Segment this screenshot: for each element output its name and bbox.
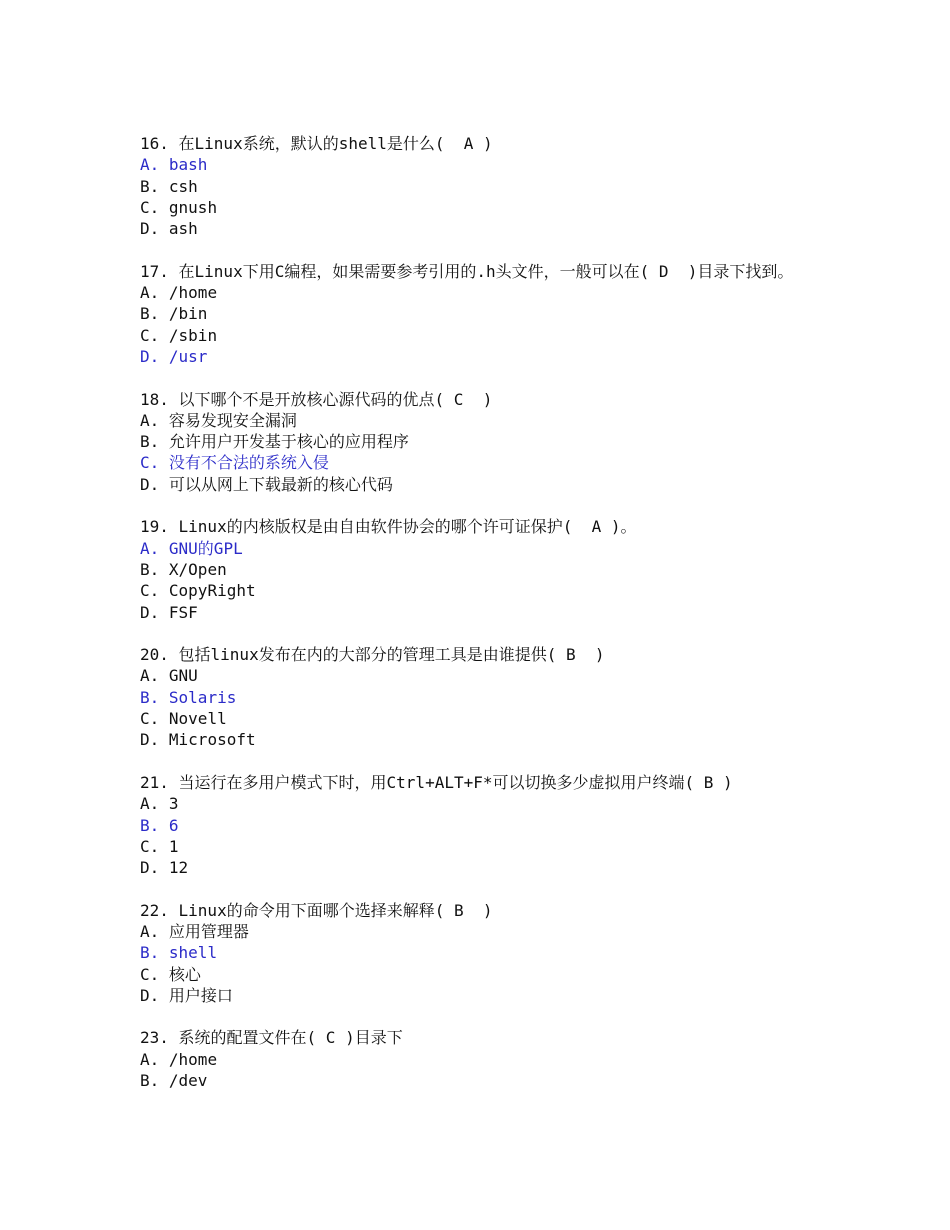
- option-b: [140, 303, 840, 324]
- option-c: [140, 580, 840, 601]
- question-stem: 22. Linux的命令用下面哪个选择来解释( B ): [140, 900, 493, 920]
- option-letter: A.: [140, 666, 160, 686]
- option-d: [140, 602, 840, 623]
- option-b: [140, 687, 840, 708]
- option-b: [140, 559, 840, 580]
- option-letter: D.: [140, 985, 160, 1005]
- option-letter: B.: [140, 176, 160, 196]
- option-letter: D.: [140, 858, 160, 878]
- option-text: /dev: [168, 1071, 208, 1091]
- question-16: [140, 133, 840, 239]
- option-letter: A.: [140, 283, 160, 303]
- question-22: [140, 900, 840, 1006]
- option-text: Novell: [168, 709, 227, 729]
- option-letter: C.: [140, 325, 160, 345]
- option-text: 12: [168, 858, 189, 878]
- option-a: [140, 282, 840, 303]
- option-d: [140, 857, 840, 878]
- option-c: [140, 836, 840, 857]
- option-text: 没有不合法的系统入侵: [168, 453, 329, 473]
- question-20: [140, 644, 840, 750]
- option-d: [140, 729, 840, 750]
- question-21: [140, 772, 840, 878]
- question-stem: 21. 当运行在多用户模式下时，用Ctrl+ALT+F*可以切换多少虚拟用户终端( B ): [140, 772, 733, 792]
- question-stem: 18. 以下哪个不是开放核心源代码的优点( C ): [140, 389, 493, 409]
- option-a: [140, 793, 840, 814]
- question-19: [140, 516, 840, 622]
- option-letter: B.: [140, 815, 160, 835]
- option-c: [140, 964, 840, 985]
- option-d: [140, 218, 840, 239]
- option-letter: A.: [140, 538, 160, 558]
- option-b: [140, 1070, 840, 1091]
- option-c: [140, 197, 840, 218]
- option-letter: B.: [140, 943, 160, 963]
- option-text: 应用管理器: [168, 921, 249, 941]
- option-text: 可以从网上下载最新的核心代码: [168, 474, 393, 494]
- option-text: gnush: [168, 197, 218, 217]
- option-text: bash: [168, 155, 208, 175]
- option-text: GNU: [168, 666, 198, 686]
- option-a: [140, 538, 840, 559]
- question-23: [140, 1027, 840, 1091]
- option-letter: C.: [140, 197, 160, 217]
- option-letter: D.: [140, 346, 160, 366]
- question-stem: 20. 包括linux发布在内的大部分的管理工具是由谁提供( B ): [140, 645, 605, 665]
- option-d: [140, 474, 840, 495]
- option-text: /home: [168, 1049, 218, 1069]
- document-page: [140, 133, 840, 1113]
- option-text: 容易发现安全漏洞: [168, 410, 297, 430]
- option-text: 用户接口: [168, 985, 233, 1005]
- question-stem: 17. 在Linux下用C编程，如果需要参考引用的.h头文件，一般可以在( D )目录下找到。: [140, 261, 794, 281]
- option-a: [140, 410, 840, 431]
- option-letter: A.: [140, 921, 160, 941]
- option-text: csh: [168, 176, 198, 196]
- option-text: X/Open: [168, 559, 227, 579]
- option-letter: A.: [140, 1049, 160, 1069]
- option-text: /bin: [168, 304, 208, 324]
- option-text: /sbin: [168, 325, 218, 345]
- option-text: /home: [168, 283, 218, 303]
- option-letter: A.: [140, 155, 160, 175]
- option-text: 1: [168, 836, 179, 856]
- option-letter: B.: [140, 687, 160, 707]
- option-a: [140, 665, 840, 686]
- question-17: [140, 261, 840, 367]
- option-letter: C.: [140, 836, 160, 856]
- option-b: [140, 815, 840, 836]
- option-c: [140, 708, 840, 729]
- option-d: [140, 346, 840, 367]
- option-letter: A.: [140, 794, 160, 814]
- option-a: [140, 154, 840, 175]
- option-letter: D.: [140, 602, 160, 622]
- option-letter: C.: [140, 964, 160, 984]
- option-letter: B.: [140, 304, 160, 324]
- question-stem: 16. 在Linux系统，默认的shell是什么( A ): [140, 134, 493, 153]
- question-stem: 23. 系统的配置文件在( C )目录下: [140, 1028, 403, 1048]
- option-text: 允许用户开发基于核心的应用程序: [168, 432, 409, 452]
- option-a: [140, 921, 840, 942]
- option-a: [140, 1049, 840, 1070]
- option-letter: D.: [140, 730, 160, 750]
- option-b: [140, 942, 840, 963]
- option-text: 6: [168, 815, 179, 835]
- option-text: FSF: [168, 602, 198, 622]
- option-b: [140, 431, 840, 452]
- option-text: ash: [168, 219, 198, 239]
- option-letter: D.: [140, 219, 160, 239]
- option-text: 3: [168, 794, 179, 814]
- option-text: shell: [168, 943, 218, 963]
- option-letter: C.: [140, 581, 160, 601]
- option-letter: C.: [140, 709, 160, 729]
- option-text: CopyRight: [168, 581, 256, 601]
- question-18: [140, 389, 840, 495]
- option-letter: C.: [140, 453, 160, 473]
- question-stem: 19. Linux的内核版权是由自由软件协会的哪个许可证保护( A )。: [140, 517, 637, 537]
- option-text: GNU的GPL: [168, 538, 243, 558]
- option-text: 核心: [168, 964, 201, 984]
- option-letter: B.: [140, 432, 160, 452]
- option-text: Microsoft: [168, 730, 256, 750]
- option-text: Solaris: [168, 687, 237, 707]
- option-c: [140, 325, 840, 346]
- option-letter: A.: [140, 410, 160, 430]
- option-d: [140, 985, 840, 1006]
- option-letter: B.: [140, 559, 160, 579]
- option-letter: D.: [140, 474, 160, 494]
- option-text: /usr: [168, 346, 208, 366]
- option-c: [140, 452, 840, 473]
- option-b: [140, 176, 840, 197]
- option-letter: B.: [140, 1071, 160, 1091]
